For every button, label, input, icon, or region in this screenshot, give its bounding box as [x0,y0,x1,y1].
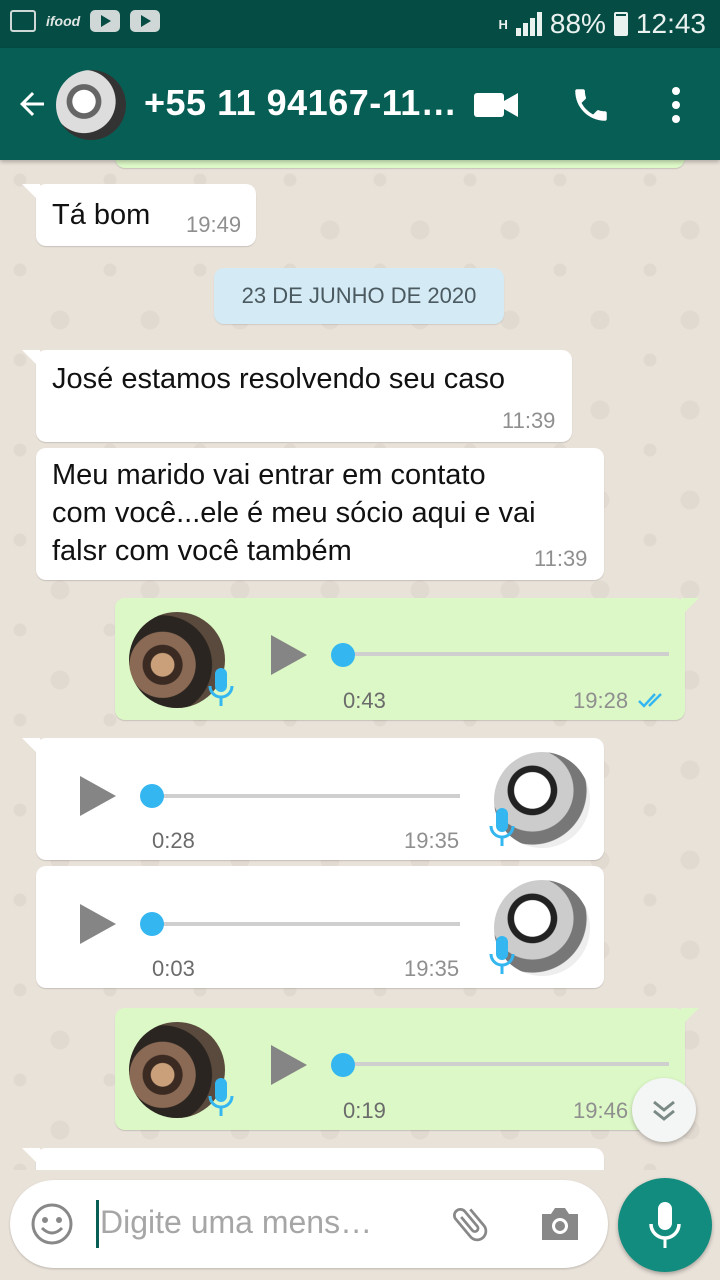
contact-name[interactable]: +55 11 94167-11… [144,82,458,123]
audio-progress-knob[interactable] [331,643,355,667]
more-options-icon[interactable] [662,84,690,126]
message-bubble-partial [36,1148,604,1170]
chat-header [0,48,720,160]
message-bubble[interactable] [36,448,604,580]
back-arrow-icon[interactable] [14,86,50,122]
voice-duration: 0:28 [152,828,195,853]
date-divider: 23 DE JUNHO DE 2020 [214,268,504,324]
network-type: H [498,16,508,32]
audio-progress-knob[interactable] [140,784,164,808]
message-time: 19:35 [404,828,460,853]
chat-area[interactable] [0,160,720,1170]
message-line: Meu marido vai entrar em contato [52,459,486,491]
message-time: 19:49 [186,212,242,237]
voice-duration: 0:19 [343,1098,386,1123]
attach-icon[interactable] [448,1202,492,1246]
message-composer [10,1180,608,1268]
clock: 12:43 [635,8,706,39]
mic-icon [207,1078,235,1118]
contact-avatar[interactable] [56,70,126,140]
mic-icon [207,668,235,708]
youtube-icon [90,10,120,32]
voice-message-in[interactable] [36,866,604,988]
voice-duration: 0:03 [152,956,195,981]
battery-icon [614,12,628,36]
ifood-icon: ifood [46,13,81,29]
message-bubble[interactable] [36,184,256,246]
emoji-icon[interactable] [30,1202,74,1246]
battery-percent: 88% [549,8,606,39]
voice-message-in[interactable] [36,738,604,860]
audio-track[interactable] [343,652,669,656]
audio-track[interactable] [152,922,460,926]
status-bar [0,0,720,48]
signal-icon [516,12,542,36]
play-icon[interactable] [271,635,307,675]
play-icon[interactable] [271,1045,307,1085]
message-bubble-partial [115,160,685,168]
voice-duration: 0:43 [343,688,386,713]
voice-record-button[interactable] [618,1178,712,1272]
message-input[interactable]: Digite uma mens… [100,1204,373,1240]
message-line: falsr com você também [52,535,352,567]
phone-icon[interactable] [570,84,612,126]
video-call-icon[interactable] [474,90,518,120]
camera-icon[interactable] [538,1204,582,1244]
mic-icon [488,936,516,976]
message-time: 19:46 [573,1098,629,1123]
message-time: 19:28 [573,688,629,713]
message-time: 19:35 [404,956,460,981]
audio-progress-knob[interactable] [331,1053,355,1077]
audio-progress-knob[interactable] [140,912,164,936]
message-time: 11:39 [534,546,588,571]
audio-track[interactable] [343,1062,669,1066]
audio-track[interactable] [152,794,460,798]
message-line: com você...ele é meu sócio aqui e vai [52,497,536,529]
text-caret [96,1200,99,1248]
gallery-icon [10,10,36,32]
read-receipt-icon [637,690,671,710]
message-text: José estamos resolvendo seu caso [52,363,505,395]
play-icon[interactable] [80,904,116,944]
mic-icon [618,1178,712,1272]
chevron-double-down-icon [632,1078,696,1142]
voice-message-out[interactable] [115,1008,685,1130]
play-icon[interactable] [80,776,116,816]
message-text: Tá bom [52,199,151,231]
scroll-down-button[interactable] [632,1078,696,1142]
message-bubble[interactable] [36,350,572,442]
youtube-icon [130,10,160,32]
message-time: 11:39 [502,408,556,433]
mic-icon [488,808,516,848]
voice-message-out[interactable] [115,598,685,720]
